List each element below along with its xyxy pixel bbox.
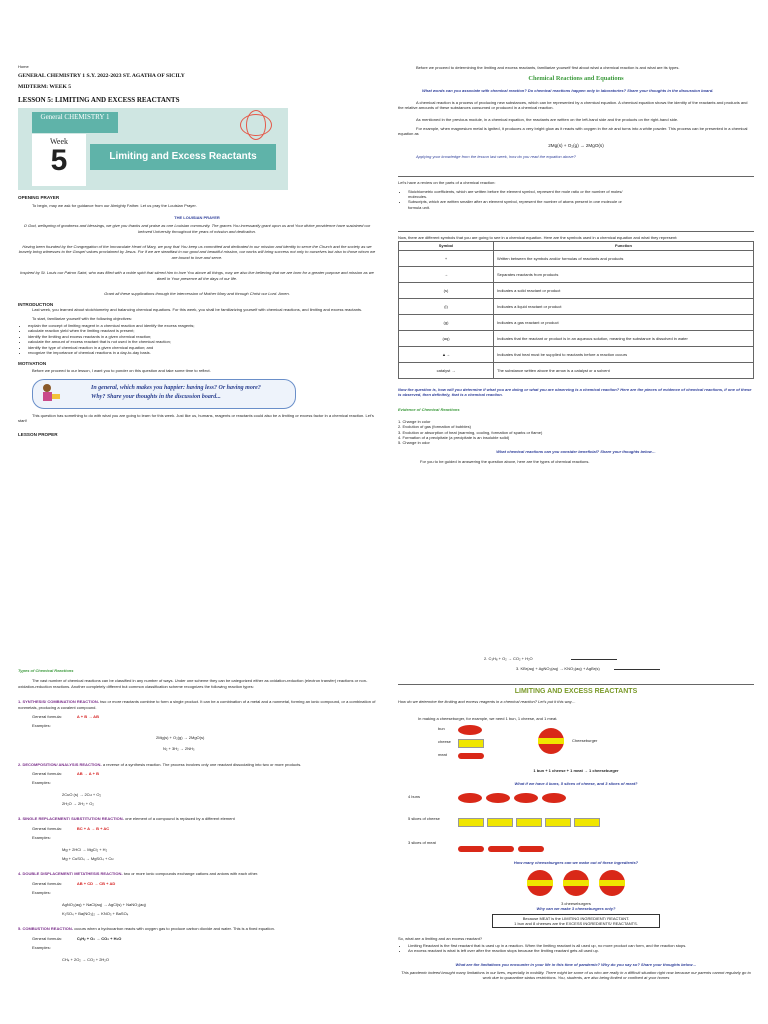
example-equation: CH₄ + 2O₂ → CO₂ + 2H₂O [62, 956, 109, 962]
cheese-label: cheese [438, 738, 451, 744]
types-guide: For you to be guided in answering the question above, here are the types of chemical reactions. [420, 459, 590, 465]
exercise-equation: 2. C₃H₈ + O₂ → CO₂ + H₂O [484, 656, 533, 661]
cheeseburger-diagram [398, 726, 754, 766]
bun-icon [486, 793, 510, 803]
ingredients-diagram [398, 790, 754, 860]
general-formula-label: General formula: [32, 825, 62, 831]
explanation-limiting: Because MEAT is the LIMITING INGREDIENT/ REACTANT. [522, 915, 630, 921]
limiting-reactants-page [398, 656, 754, 1024]
stock-cheese: 5 slices of cheese [408, 816, 440, 822]
cheese-icon [487, 818, 513, 827]
review-list [398, 189, 628, 211]
banner-week-box [32, 134, 86, 186]
reaction-type-single-replacement [18, 816, 376, 861]
week-banner [18, 108, 288, 190]
types-intro: The vast number of chemical reactions can be classified in any number of ways. Under one scheme they can be categorized either as oxidation-reduction (electron transfer) reactions or non-oxidation-reduction reactions. Another completely different but common classification scheme recognizes the following reaction types: [18, 678, 368, 689]
examples-label: Examples: [32, 945, 51, 951]
objectives-list [18, 323, 376, 355]
examples-label: Examples: [32, 723, 51, 729]
review-item: • Stoichiometric coefficients, which are written before the element symbol, represent the mole ratio or the number of moles/ molecules. [408, 189, 628, 200]
home-link[interactable]: Home [18, 64, 29, 69]
reaction-type-synthesis [18, 699, 376, 751]
evidence-item: 1. Change in color [398, 418, 431, 424]
definition-paragraph: A chemical reaction is a process of producing new substances, which can be represented by a chemical equation. A chemical equation shows the identity of the reactants and products and the relative amounts of these substances consumed or produced in a chemical reaction. [398, 99, 748, 111]
exercise-item [516, 666, 754, 671]
type-title: 4. DOUBLE DISPLACEMENT/ METATHESIS REACTION- [18, 871, 123, 877]
general-formula: AB + CD → CB + AD [76, 880, 116, 886]
banner-title: Limiting and Excess Reactants [90, 144, 276, 170]
evidence-question: Now the question is, how will you determine if what you are doing or what you are observing is a chemical reaction? Here are the pieces of evidence of chemical reactions, if one of these is observed, then definitely, that is a chemical reaction. [398, 386, 752, 398]
example-equation: K₂SO₄ + Ba(NO₃)₂ → KNO₃ + BaSO₄ [62, 910, 129, 916]
explanation-box [492, 914, 660, 928]
introduction-paragraph: Last week, you learned about stoichiometry and balancing chemical equations. For this week, you shall be familiarizing yourself with chemical reactions, and limiting and excess reactants. [32, 307, 363, 313]
review-intro: Let's have a review on the parts of a chemical reaction: [398, 180, 496, 186]
prayer-intro: To begin, may we ask for guidance from our Almighty Father. Let us pray the Louisian Prayer. [32, 203, 197, 209]
motivation-heading: MOTIVATION [18, 361, 47, 367]
bun-icon [542, 793, 566, 803]
type-description: occurs when a hydrocarbon reacts with oxygen gas to produce carbon dioxide and water. This is a fixed equation. [74, 926, 275, 932]
cheese-icon [516, 818, 542, 827]
beneficial-question: What chemical reactions can you consider beneficial? Share your thoughts below… [496, 448, 656, 454]
reactants-paragraph: As mentioned in the previous module, in a chemical equation, the reactants are written on the left-hand side and the products on the right-hand side. [416, 116, 679, 122]
table-header-function: Function [494, 241, 754, 250]
symbols-table [398, 241, 754, 379]
type-title: 1. SYNTHESIS/ COMBINATION REACTION- [18, 699, 100, 705]
recipe-equation: 1 bun + 1 cheese + 1 meat → 1 cheeseburger [533, 767, 619, 773]
examples-label: Examples: [32, 780, 51, 786]
general-formula-label: General formula: [32, 770, 62, 776]
reaction-types-page [18, 668, 376, 1024]
cheeseburger-icon [563, 870, 589, 896]
table-row [399, 330, 754, 346]
exercise-item [484, 656, 754, 661]
types-heading: Types of Chemical Reactions [18, 668, 74, 673]
explanation-excess: 1 bun and 8 cheeses are the EXCESS INGREDIENTS/ REACTANTS. [514, 920, 638, 926]
cheeseburger-label: Cheeseburger [572, 737, 598, 743]
banner-week-label: Week [49, 137, 68, 147]
evidence-item: 5. Change in odor [398, 440, 430, 446]
banner-week-number: 5 [50, 144, 68, 178]
meat-icon [488, 846, 514, 852]
symbol-cell: (g) [399, 314, 494, 330]
cheeseburger-icon [538, 728, 564, 754]
evidence-item: 4. Formation of a precipitate (a precipitate is an insoluble solid) [398, 435, 510, 440]
symbol-cell: (s) [399, 282, 494, 298]
cheese-icons [458, 814, 600, 832]
banner-ribbon: General CHEMISTRY 1 [32, 112, 118, 133]
function-cell: Indicates a liquid reactant or product [494, 298, 754, 314]
table-header-symbol: Symbol [399, 241, 494, 250]
motivation-paragraph: This question has something to do with what you are going to learn for this week. Just like us, humans, reagents or reactants could also be a limiting or excess factor in a chemical reaction. Let's start! [18, 412, 374, 424]
symbol-cell: (l) [399, 298, 494, 314]
general-formula-label: General formula: [32, 935, 62, 941]
definition-question: So, what are a limiting and an excess reactant? [398, 935, 483, 941]
function-cell: The substance written above the arrow is a catalyst or a solvent [494, 362, 754, 378]
bubble-line-1: In general, which makes you happier: having less? Or having more? [91, 384, 261, 391]
lesson-title: LESSON 5: LIMITING AND EXCESS REACTANTS [18, 96, 180, 105]
evidence-heading: Evidence of Chemical Reactions [398, 407, 460, 413]
apply-question: Applying your knowledge from the lesson last week, how do you read the equation above? [416, 153, 576, 159]
general-formula-label: General formula: [32, 880, 62, 886]
objective-item: • recognize the importance of chemical reactions in a day-to-day basis. [28, 350, 376, 355]
evidence-list [398, 419, 754, 446]
bun-icons [458, 790, 566, 808]
type-description: two or more reactants combine to form a single product. It can be a combination of a metal and a nonmetal, forming an ionic compound, or a combination of nonmetals, producing a covalent compound. [18, 699, 376, 710]
example-equation: N₂ + 3H₂ → 2NH₃ [163, 746, 195, 752]
table-row [399, 346, 754, 362]
table-row [399, 282, 754, 298]
definition-item: • Limiting Reactant is the first reactant that is used up in a reaction. When the limiting reactant is all used up, no more product can form, and the reaction stops. [408, 943, 754, 948]
student-figure-icon [39, 383, 61, 403]
example-equation: 2CuO (s) → 2Cu + O₂ [62, 791, 102, 797]
table-row [399, 266, 754, 282]
magnesium-paragraph: For example, when magnesium metal is ignited, it produces a very bright glow as it reacts with oxygen in the air and turns into a white powder. This process can be presented in a chemical equation as [398, 125, 748, 137]
general-formula-label: General formula: [32, 713, 62, 719]
example-equation: AgNO₃(aq) + NaCl(aq) → AgCl(s) + NaNO₃(aq) [62, 901, 146, 907]
stock-meat: 3 slices of meat [408, 840, 436, 846]
cheeseburger-intro: In making a cheeseburger, for example, we need 1 bun, 1 cheese, and 1 meat. [418, 716, 558, 722]
symbol-cell: → [399, 266, 494, 282]
meat-icon [518, 846, 544, 852]
association-question: What words can you associate with chemical reaction? Do chemical reactions happen only in laboratories? Share your thoughts in the discussion board. [422, 88, 714, 94]
example-equation: Mg + CuSO₄ → MgSO₄ + Cu [62, 856, 114, 862]
prayer-paragraph-2: Having been founded by the Congregation of the Immaculate Heart of Mary, we pray that You keep us committed and dedicated to our mission and identity to serve the Church and the society as we bravely bring witnesses to the Gospel values proclaimed by Jesus. For if we are steadfast in our good and beautiful mission, our works will bring success not only to ourselves but also to those whom we are bound to love and serve. [18, 243, 376, 260]
pandemic-paragraph: This pandemic indeed brought many limitations in our lives, especially in mobility. There might be some of us who are really in a difficult situation right now because our parents cannot regularly go to work due to quarantine status restrictions. You, students, are also being limited or confined at your homes [401, 970, 751, 981]
type-description: a reverse of a synthesis reaction. The process involves only one reactant dissociating into two or more products. [102, 761, 302, 767]
right-page [398, 64, 754, 526]
bubble-line-2: Why? Share your thoughts in the discussion board... [91, 393, 221, 400]
table-row [399, 250, 754, 266]
result-count: 3 cheeseburgers [561, 900, 591, 906]
objectives-intro: To start, familiarize yourself with the following objectives: [32, 315, 133, 321]
chem-reactions-heading: Chemical Reactions and Equations [528, 75, 624, 83]
meat-label: meat [438, 751, 447, 757]
cheese-icon [574, 818, 600, 827]
type-description: two or more ionic compounds exchange cations and anions with each other. [123, 871, 259, 877]
objective-item: • identify the limiting and excess reactants in a given chemical reaction; [28, 334, 376, 339]
reaction-type-decomposition [18, 762, 376, 807]
objective-item: • explain the concept of limiting reagent in a chemical reaction and identify the excess reagents; [28, 323, 376, 328]
table-row [399, 314, 754, 330]
stock-buns: 4 buns [408, 794, 421, 800]
symbols-intro: Now, there are different symbols that you are going to see in a chemical equation. Here are the symbols used in a chemical equation and what they represent: [398, 235, 678, 241]
general-formula: CₓHᵧ + O₂ → CO₂ + H₂O [76, 935, 122, 941]
limitations-question: What are the limitations you encounter in your life in this time of pandemic? Why do you say so? Share your thoughts below… [455, 961, 697, 967]
type-title: 2. DECOMPOSITION/ ANALYSIS REACTION- [18, 761, 102, 767]
table-row [399, 362, 754, 378]
function-cell: Indicates that heat must be supplied to reactants before a reaction occurs [494, 346, 754, 362]
type-title: 5. COMBUSTION REACTION- [18, 926, 74, 932]
general-formula: BC + A → B + AC [76, 825, 110, 831]
bun-icon [458, 793, 482, 803]
prayer-paragraph-4: Grant all these supplications through the intercession of Mother Mary and through Christ our Lord. Amen. [104, 290, 290, 296]
term-label: MIDTERM: WEEK 5 [18, 84, 72, 91]
general-formula: A + B → AB [76, 713, 99, 719]
cheese-icon [458, 818, 484, 827]
reaction-type-combustion [18, 926, 376, 962]
example-equation: 2Mg(s) + O₂(g) → 2MgO(s) [156, 734, 205, 740]
objective-item: • calculate reaction yield when the limiting reactant is present; [28, 328, 376, 333]
examples-label: Examples: [32, 835, 51, 841]
table-row [399, 298, 754, 314]
function-cell: Written between the symbols and/or formulas of reactants and products [494, 250, 754, 266]
opening-prayer-heading: OPENING PRAYER [18, 195, 60, 201]
heat-symbol-cell: ▲→ [399, 346, 494, 362]
general-formula: AB → A + B [76, 770, 99, 776]
left-page [18, 64, 376, 526]
course-title: GENERAL CHEMISTRY 1 S.Y. 2022-2023 ST. AGATHA OF SICILY [18, 73, 185, 80]
function-cell: Indicates a gas reactant or product [494, 314, 754, 330]
example-equation: 2H₂O → 2H₂ + O₂ [62, 801, 94, 807]
bun-icon [458, 725, 482, 735]
review-item: • Subscripts, which are written smaller after an element symbol, represent the number of atoms present in one molecule or formula unit. [408, 199, 628, 210]
how-many-question: How many cheeseburgers can we make out of these ingredients? [513, 860, 639, 866]
exercise-equation: 3. KBr(aq) + AgNO₃(aq) → KNO₃(aq) + AgBr(s) [516, 666, 600, 672]
introduction-heading: INTRODUCTION [18, 302, 54, 308]
symbol-cell: (aq) [399, 330, 494, 346]
bun-icon [514, 793, 538, 803]
ingredients-question: What if we have 4 buns, 5 slices of cheese, and 3 slices of meat? [514, 780, 638, 786]
evidence-item: 3. Evolution or absorption of heat (warming, cooling, formation of sparks or flame) [398, 429, 543, 435]
definition-item: • An excess reactant is what is left over after the reaction stops because the limiting reactant gets all used up. [408, 948, 754, 953]
result-burgers [398, 870, 754, 901]
limiting-heading: LIMITING AND EXCESS REACTANTS [514, 687, 638, 695]
lesson-proper-heading: LESSON PROPER [18, 431, 58, 437]
cheese-icon [545, 818, 571, 827]
type-description: one element of a compound is replaced by a different element [125, 816, 235, 822]
meat-icon [458, 846, 484, 852]
symbol-cell: + [399, 250, 494, 266]
evidence-item: 2. Evolution of gas (formation of bubbles) [398, 424, 471, 430]
prayer-title: THE LOUISIAN PRAYER [174, 214, 220, 220]
meat-icon [458, 753, 484, 759]
cheese-icon [458, 739, 484, 748]
motivation-intro: Before we proceed to our lesson, I want you to ponder on this question and take some time to reflect. [32, 368, 211, 374]
magnesium-equation: 2Mg(s) + O₂(g) → 2MgO(s) [548, 142, 604, 148]
answer-blank[interactable] [614, 669, 660, 670]
objective-item: • calculate the amount of excess reactant that is not used in the chemical reaction; [28, 339, 376, 344]
prayer-paragraph-3: Inspired by St. Louis our Patron Saint, who was filled with a noble spirit that stirred him to love You above all things, may we also live believing that we are born for a greater purpose and mission as we dwell in Your presence all the days of our life. [20, 270, 374, 281]
example-equation: Mg + 2HCl → MgCl₂ + H₂ [62, 846, 108, 852]
bun-label: bun [438, 725, 445, 731]
cheeseburger-icon [599, 870, 625, 896]
function-cell: Separates reactants from products [494, 266, 754, 282]
catalyst-symbol-cell: catalyst → [399, 362, 494, 378]
function-cell: Indicates a solid reactant or product [494, 282, 754, 298]
meat-icons [458, 839, 544, 857]
why-question: Why can we make 3 cheeseburgers only? [536, 906, 616, 912]
definitions-list [398, 943, 754, 954]
atom-orbit-icon [246, 110, 266, 140]
function-cell: Indicates that the reactant or product is in an aqueous solution, meaning the substance is dissolved in water [494, 330, 754, 346]
cheeseburger-icon [527, 870, 553, 896]
objective-item: • identify the type of chemical reaction in a given chemical equation; and [28, 345, 376, 350]
answer-blank[interactable] [571, 659, 617, 660]
right-intro: Before we proceed to determining the limiting and excess reactants, familiarize yourself first about what a chemical reaction is and what are its types. [416, 65, 680, 70]
table-header-row [399, 241, 754, 250]
limiting-question: How do we determine the limiting and excess reagents in a chemical reaction? Let's put it this way… [398, 698, 576, 704]
prayer-paragraph-1: O God, wellspring of goodness and blessings, we give you thanks and praise as one Louisian community. The graces You incessantly grant upon us and Your divine providence have sustained our beloved University throughout the years of mission and dedication. [23, 223, 371, 234]
type-title: 3. SINGLE REPLACEMENT/ SUBSTITUTION REACTION- [18, 816, 125, 822]
reaction-type-double-displacement [18, 871, 376, 916]
examples-label: Examples: [32, 890, 51, 896]
discussion-speech-bubble [32, 379, 296, 409]
